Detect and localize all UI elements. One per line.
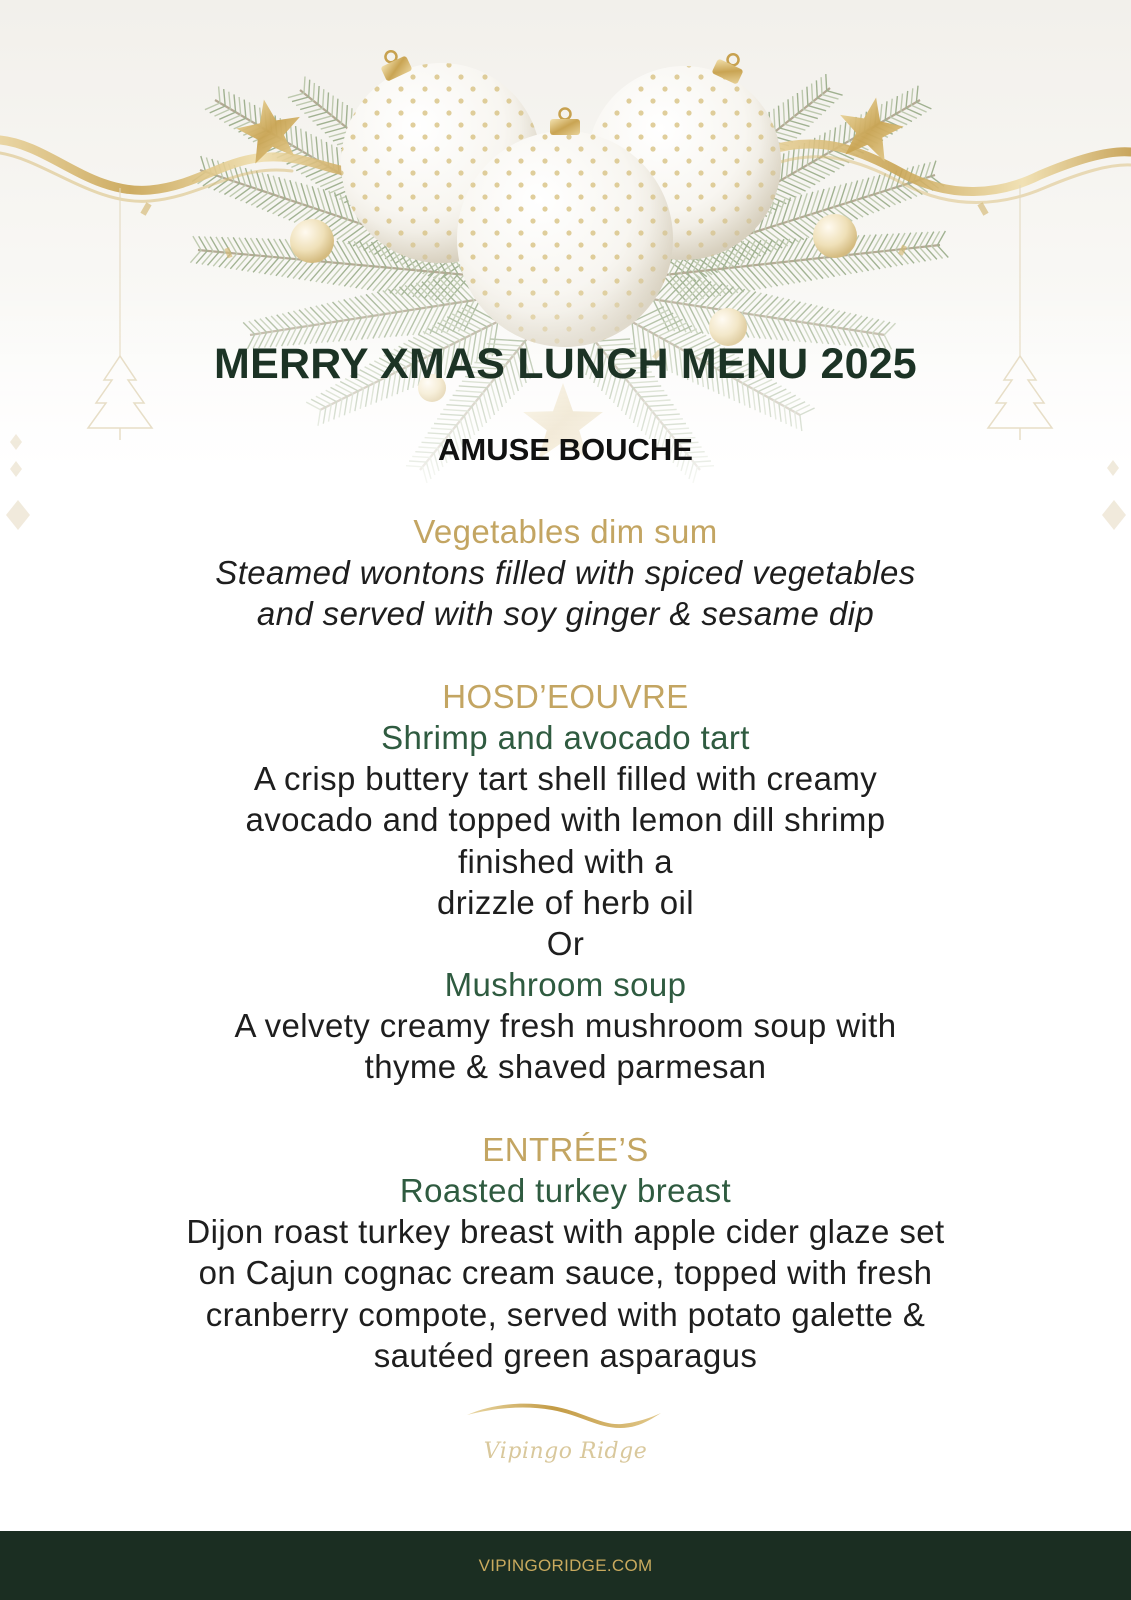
section-heading: ENTRÉE’S (482, 1130, 649, 1168)
hors-doeuvre-section (0, 676, 1131, 1088)
dish-name: Roasted turkey breast (399, 1172, 732, 1209)
dish-description-line: and served with soy ginger & sesame dip (256, 595, 875, 633)
dish-description-line: on Cajun cognac cream sauce, topped with fresh (198, 1254, 933, 1292)
dish-description-line: cranberry compote, served with potato galette & (205, 1295, 926, 1333)
swoosh-shape (467, 1404, 661, 1428)
amuse-bouche-heading: AMUSE BOUCHE (438, 432, 693, 467)
dish-description-line: Dijon roast turkey breast with apple cider glaze set (186, 1213, 945, 1251)
option-separator: Or (546, 924, 585, 962)
gold-swoosh-icon (462, 1398, 667, 1430)
logo-wordmark: Vipingo Ridge (483, 1439, 648, 1464)
dish-name: Mushroom soup (444, 966, 687, 1004)
dish-description-line: drizzle of herb oil (436, 883, 695, 921)
dish-description-line: Steamed wontons filled with spiced vegetables (215, 554, 916, 592)
dish-description-line: thyme & shaved parmesan (364, 1048, 767, 1086)
footer-website: VIPINGORIDGE.COM (478, 1556, 653, 1575)
amuse-bouche-section (0, 511, 1131, 635)
dish-description-line: finished with a (457, 842, 674, 880)
dish-description-line: A crisp buttery tart shell filled with creamy (253, 760, 878, 798)
menu-title: MERRY XMAS LUNCH MENU 2025 (214, 340, 917, 388)
dish-name: Shrimp and avocado tart (381, 718, 750, 756)
menu-body (0, 511, 1131, 1376)
footer-bar (0, 1531, 1131, 1600)
dish-description-line: sautéed green asparagus (373, 1336, 758, 1374)
section-heading: HOSD’EOUVRE (442, 677, 689, 715)
dish-description-line: avocado and topped with lemon dill shrimp (245, 801, 886, 839)
dish-description-line: A velvety creamy fresh mushroom soup with (234, 1007, 897, 1045)
dish-name: Vegetables dim sum (413, 513, 718, 550)
entrees-section (0, 1129, 1131, 1376)
